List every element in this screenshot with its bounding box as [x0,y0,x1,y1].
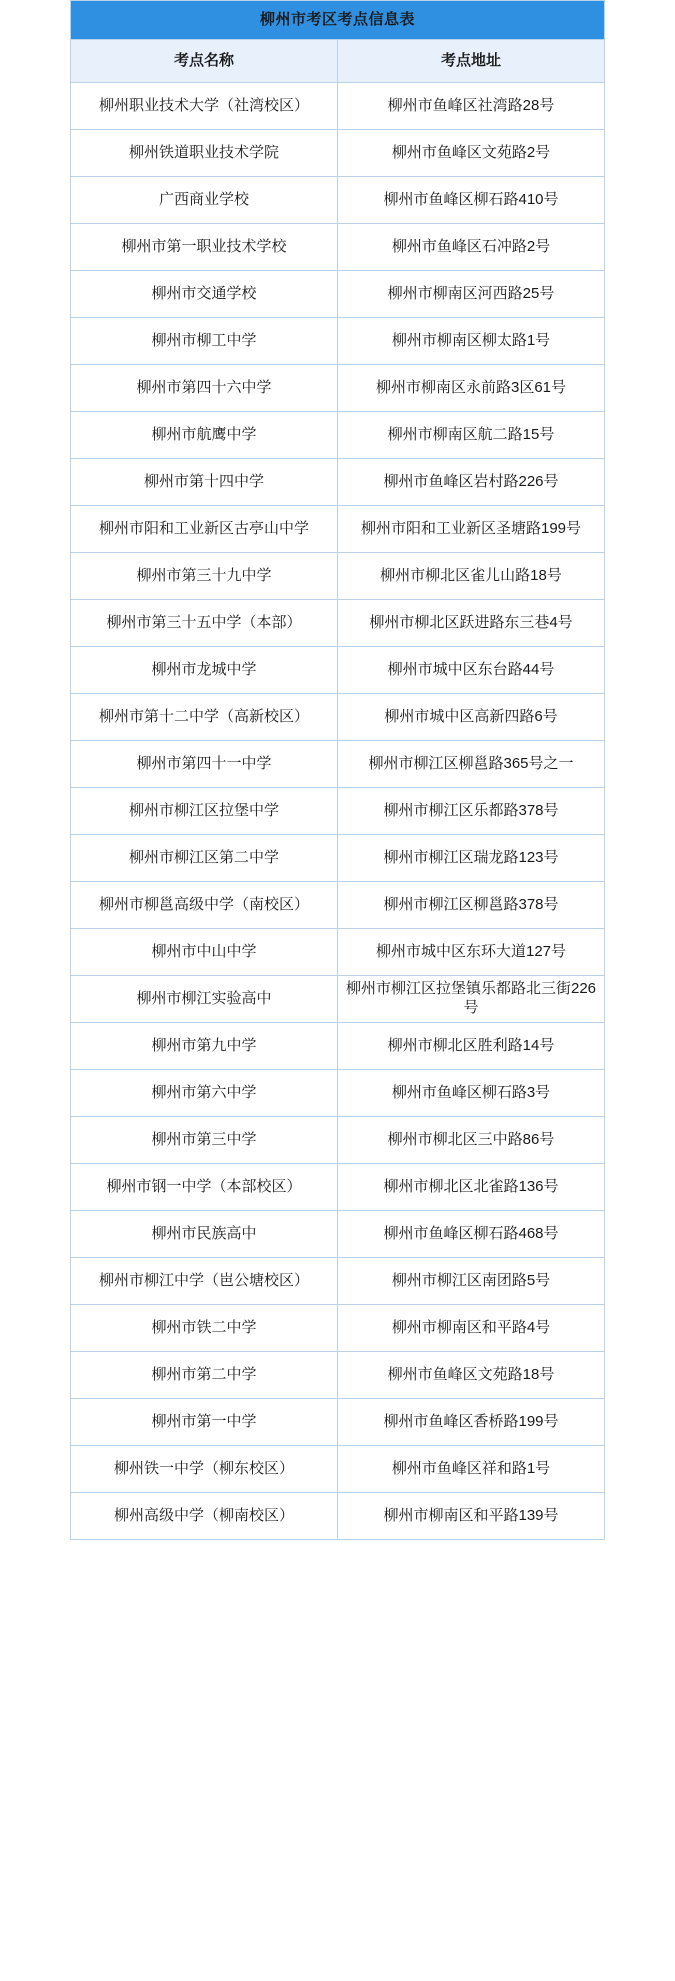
table-row [71,1446,605,1493]
site-name-cell: 柳州市柳工中学 [71,318,338,365]
site-address-cell: 柳州市鱼峰区社湾路28号 [338,83,605,130]
exam-site-table [70,0,605,1540]
site-address-cell: 柳州市鱼峰区柳石路3号 [338,1070,605,1117]
table-row [71,1493,605,1540]
site-address-cell: 柳州市柳南区河西路25号 [338,271,605,318]
site-name-cell: 柳州市龙城中学 [71,647,338,694]
table-row [71,1070,605,1117]
table-row [71,271,605,318]
site-address-cell: 柳州市柳南区和平路4号 [338,1305,605,1352]
site-address-cell: 柳州市鱼峰区祥和路1号 [338,1446,605,1493]
site-address-cell: 柳州市柳江区乐都路378号 [338,788,605,835]
site-name-cell: 柳州市第四十六中学 [71,365,338,412]
table-row [71,1117,605,1164]
table-row [71,1258,605,1305]
site-address-cell: 柳州市城中区高新四路6号 [338,694,605,741]
site-address-cell: 柳州市鱼峰区文苑路18号 [338,1352,605,1399]
table-row [71,1305,605,1352]
table-row [71,224,605,271]
table-row [71,506,605,553]
site-address-cell: 柳州市柳南区和平路139号 [338,1493,605,1540]
table-header-row [71,40,605,83]
table-row [71,1399,605,1446]
page-title: 柳州市考区考点信息表 [71,1,605,40]
site-name-cell: 柳州铁一中学（柳东校区） [71,1446,338,1493]
table-row [71,130,605,177]
site-name-cell: 柳州市柳江区拉堡中学 [71,788,338,835]
site-address-cell: 柳州市柳北区胜利路14号 [338,1023,605,1070]
site-name-cell: 柳州市柳江区第二中学 [71,835,338,882]
table-row [71,694,605,741]
site-name-cell: 柳州市钢一中学（本部校区） [71,1164,338,1211]
site-address-cell: 柳州市柳北区跃进路东三巷4号 [338,600,605,647]
site-address-cell: 柳州市鱼峰区香桥路199号 [338,1399,605,1446]
site-name-cell: 柳州市第四十一中学 [71,741,338,788]
table-row [71,882,605,929]
site-name-cell: 柳州市第九中学 [71,1023,338,1070]
site-address-cell: 柳州市柳南区航二路15号 [338,412,605,459]
table-row [71,600,605,647]
site-name-cell: 柳州市第十四中学 [71,459,338,506]
site-address-cell: 柳州市柳北区雀儿山路18号 [338,553,605,600]
site-address-cell: 柳州市柳南区永前路3区61号 [338,365,605,412]
site-name-cell: 柳州市第一职业技术学校 [71,224,338,271]
table-row [71,83,605,130]
table-row [71,741,605,788]
table-row [71,647,605,694]
site-name-cell: 柳州市航鹰中学 [71,412,338,459]
site-name-cell: 柳州市中山中学 [71,929,338,976]
site-address-cell: 柳州市柳江区瑞龙路123号 [338,835,605,882]
site-address-cell: 柳州市鱼峰区柳石路410号 [338,177,605,224]
site-address-cell: 柳州市柳江区柳邕路365号之一 [338,741,605,788]
column-header-name: 考点名称 [71,40,338,83]
table-row [71,318,605,365]
table-row [71,177,605,224]
table-row [71,365,605,412]
table-row [71,459,605,506]
site-name-cell: 柳州市民族高中 [71,1211,338,1258]
site-name-cell: 柳州职业技术大学（社湾校区） [71,83,338,130]
table-row [71,929,605,976]
site-address-cell: 柳州市柳江区柳邕路378号 [338,882,605,929]
site-name-cell: 广西商业学校 [71,177,338,224]
site-name-cell: 柳州高级中学（柳南校区） [71,1493,338,1540]
site-address-cell: 柳州市柳南区柳太路1号 [338,318,605,365]
table-body [71,1,605,1540]
table-row [71,1352,605,1399]
table-row [71,835,605,882]
site-address-cell: 柳州市阳和工业新区圣塘路199号 [338,506,605,553]
site-name-cell: 柳州市柳江中学（岜公塘校区） [71,1258,338,1305]
table-row [71,553,605,600]
site-address-cell: 柳州市城中区东台路44号 [338,647,605,694]
site-name-cell: 柳州市柳邕高级中学（南校区） [71,882,338,929]
table-row [71,412,605,459]
site-name-cell: 柳州市柳江实验高中 [71,976,338,1023]
site-address-cell: 柳州市鱼峰区岩村路226号 [338,459,605,506]
table-row [71,788,605,835]
table-title-row [71,1,605,40]
table-row [71,1211,605,1258]
site-address-cell: 柳州市柳北区北雀路136号 [338,1164,605,1211]
site-address-cell: 柳州市柳江区南团路5号 [338,1258,605,1305]
table-row [71,1164,605,1211]
site-address-cell: 柳州市鱼峰区柳石路468号 [338,1211,605,1258]
site-name-cell: 柳州市第十二中学（高新校区） [71,694,338,741]
site-name-cell: 柳州铁道职业技术学院 [71,130,338,177]
site-address-cell: 柳州市柳北区三中路86号 [338,1117,605,1164]
site-name-cell: 柳州市阳和工业新区古亭山中学 [71,506,338,553]
site-name-cell: 柳州市第一中学 [71,1399,338,1446]
site-name-cell: 柳州市第三中学 [71,1117,338,1164]
table-row [71,976,605,1023]
site-name-cell: 柳州市第三十九中学 [71,553,338,600]
column-header-address: 考点地址 [338,40,605,83]
site-name-cell: 柳州市第三十五中学（本部） [71,600,338,647]
site-name-cell: 柳州市铁二中学 [71,1305,338,1352]
site-name-cell: 柳州市交通学校 [71,271,338,318]
site-address-cell: 柳州市柳江区拉堡镇乐都路北三街226号 [338,976,605,1023]
site-name-cell: 柳州市第六中学 [71,1070,338,1117]
site-address-cell: 柳州市鱼峰区文苑路2号 [338,130,605,177]
site-address-cell: 柳州市城中区东环大道127号 [338,929,605,976]
site-address-cell: 柳州市鱼峰区石冲路2号 [338,224,605,271]
site-name-cell: 柳州市第二中学 [71,1352,338,1399]
table-row [71,1023,605,1070]
